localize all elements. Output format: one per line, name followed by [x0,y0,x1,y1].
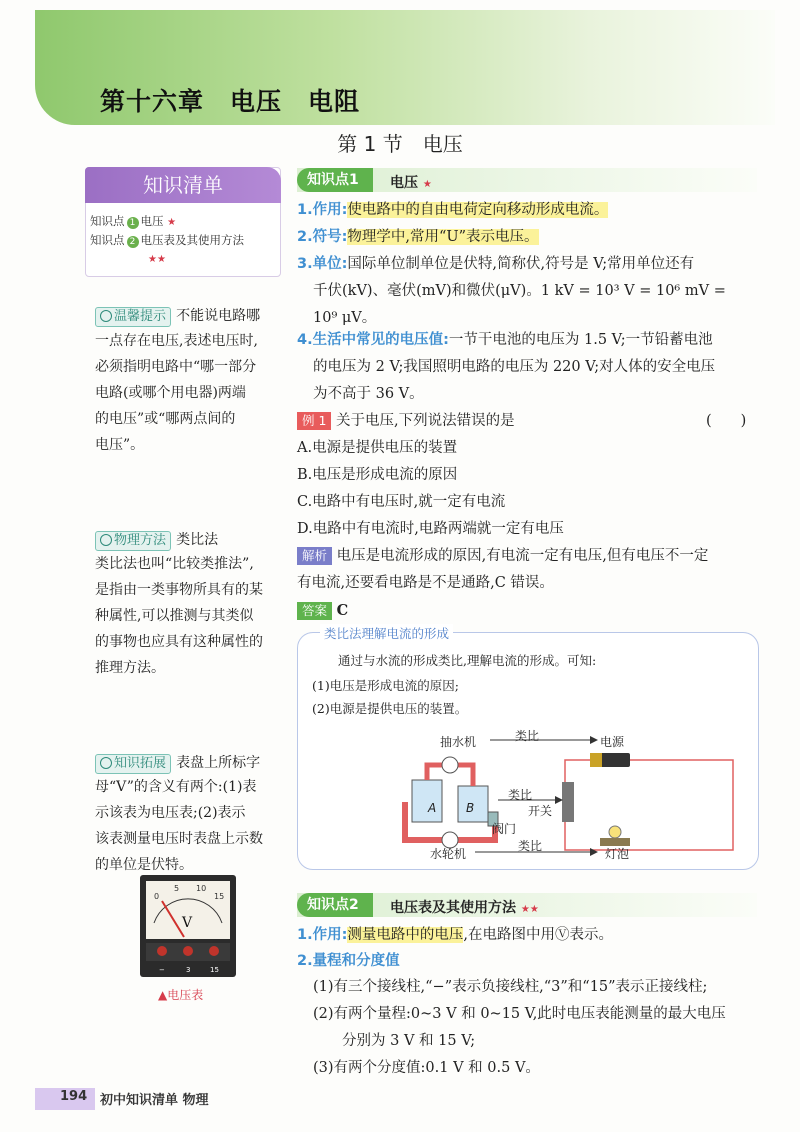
star-icon: ★★ [520,904,539,915]
option-d: D.电路中有电流时,电路两端就一定有电压 [297,521,564,537]
extend-block: 知识拓展 表盘上所标字 [95,752,260,774]
option-c: C.电路中有电压时,就一定有电流 [297,494,506,510]
kp1-line-2: 2.符号:物理学中,常用“U”表示电压。 [297,229,539,245]
bulb [609,826,621,838]
kp1-line-3b: 千伏(kV)、毫伏(mV)和微伏(μV)。1 kV = 10³ V = 10⁶ mV = [313,283,726,299]
kp2-item-1: (1)有三个接线柱,“−”表示负接线柱,“3”和“15”表示正接线柱; [313,979,708,995]
switch [562,782,574,822]
lightbulb-icon [100,534,112,546]
section-title: 第 1 节 电压 [337,132,463,156]
answer-tag: 答案 [297,602,332,620]
kp1-badge: 知识点1 [297,168,373,192]
kp1-line-3c: 10⁹ μV。 [313,310,377,326]
voltmeter-caption: ▲电压表 [158,988,204,1002]
book-title: 初中知识清单 物理 [100,1093,209,1108]
star-icon: ★ [167,217,177,228]
kp2-title: 电压表及其使用方法 ★★ [390,900,539,916]
compare-label-1: 类比 [515,729,540,743]
knowledge-list-title: 知识清单 [85,167,281,203]
extend-text: 母“V”的含义有两个:(1)表 示该表为电压表;(2)表示 该表测量电压时表盘上示数 的单位是伏特。 [95,779,263,873]
kp1-line-4b: 的电压为 2 V;我国照明电路的电压为 220 V;对人体的安全电压 [313,359,716,375]
scale-label: 0 [154,892,160,901]
analysis: 解析 电压是电流形成的原因,有电流一定有电压,但有电压不一定 [297,543,708,570]
tip-tag: 温馨提示 [95,307,171,327]
terminal-label: 15 [210,966,219,974]
star-icon: ★ [422,179,432,190]
kp2-badge: 知识点2 [297,893,373,917]
source-label: 电源 [600,735,625,749]
analysis-2: 有电流,还要看电路是不是通路,C 错误。 [297,575,554,591]
method-block: 物理方法 类比法 [95,529,218,551]
tip-text: 一点存在电压,表述电压时, 必须指明电路中“哪一部分 电路(或哪个用电器)两端 的电压”或“哪两点间的 电压”。 [95,333,258,453]
kp1-title: 电压 ★ [390,175,432,191]
pump [442,757,458,773]
star-icon: ★★ [148,254,166,265]
kp2-line-2: 2.量程和分度值 [297,953,400,969]
label-a: A [428,801,437,815]
kp1-line-3: 3.单位:国际单位制单位是伏特,简称伏,符号是 V;常用单位还有 [297,256,695,272]
compare-label-2: 类比 [508,788,533,802]
analogy-line-3: (2)电源是提供电压的装置。 [312,701,468,716]
tip-block: 温馨提示 不能说电路哪 [95,305,260,327]
voltmeter-illustration [140,875,236,977]
pump-label: 抽水机 [440,735,477,749]
page-number: 194 [60,1089,88,1104]
example-tag: 例 1 [297,412,331,430]
kp2-item-2: (2)有两个量程:0~3 V 和 0~15 V,此时电压表能测量的最大电压 [313,1006,726,1022]
knowledge-item-2: 知识点 2 电压表及其使用方法 [90,233,244,247]
kp2-item-3: (3)有两个分度值:0.1 V 和 0.5 V。 [313,1060,540,1076]
example-question: 例 1 关于电压,下列说法错误的是 [297,408,515,435]
meter-symbol: V [182,915,193,931]
analogy-title: 类比法理解电流的形成 [320,624,453,642]
analogy-line-2: (1)电压是形成电流的原因; [312,678,459,693]
scale-label: 10 [196,884,207,893]
option-b: B.电压是形成电流的原因 [297,467,458,483]
kp1-line-1: 1.作用:使电路中的自由电荷定向移动形成电流。 [297,202,609,218]
valve-label: 阀门 [492,822,517,836]
analysis-tag: 解析 [297,547,332,565]
scale-label: 5 [174,884,180,893]
terminal-label: − [159,966,165,974]
method-text: 类比法也叫“比较类推法”, 是指由一类事物所具有的某 种属性,可以推测与其类似 的事物也应具有这种属性的 推理方法。 [95,556,263,676]
turbine-label: 水轮机 [430,847,467,861]
kp1-line-4: 4.生活中常见的电压值:一节干电池的电压为 1.5 V;一节铅蓄电池 [297,332,713,348]
answer-bracket: ( ) [706,413,747,429]
method-tag: 物理方法 [95,531,171,551]
answer: 答案 C [297,597,348,625]
kp2-line-1: 1.作用:测量电路中的电压,在电路图中用Ⓥ表示。 [297,927,614,943]
option-a: A.电源是提供电压的装置 [297,440,458,456]
knowledge-item-1: 知识点 1 电压 ★ [90,214,177,228]
terminal-label: 3 [186,966,191,974]
lightbulb-icon [100,310,112,322]
lightbulb-icon [100,757,112,769]
kp2-item-2b: 分别为 3 V 和 15 V; [342,1033,476,1049]
knowledge-item-2-stars [148,251,166,265]
chapter-title: 第十六章 电压 电阻 [100,87,361,116]
switch-label: 开关 [528,804,553,818]
extend-tag: 知识拓展 [95,754,171,774]
compare-label-3: 类比 [518,839,543,853]
bulb-label: 灯泡 [605,847,630,861]
scale-label: 15 [214,892,225,901]
analogy-line-1: 通过与水流的形成类比,理解电流的形成。可知: [338,653,597,668]
kp1-line-4c: 为不高于 36 V。 [313,386,424,402]
label-b: B [466,801,475,815]
